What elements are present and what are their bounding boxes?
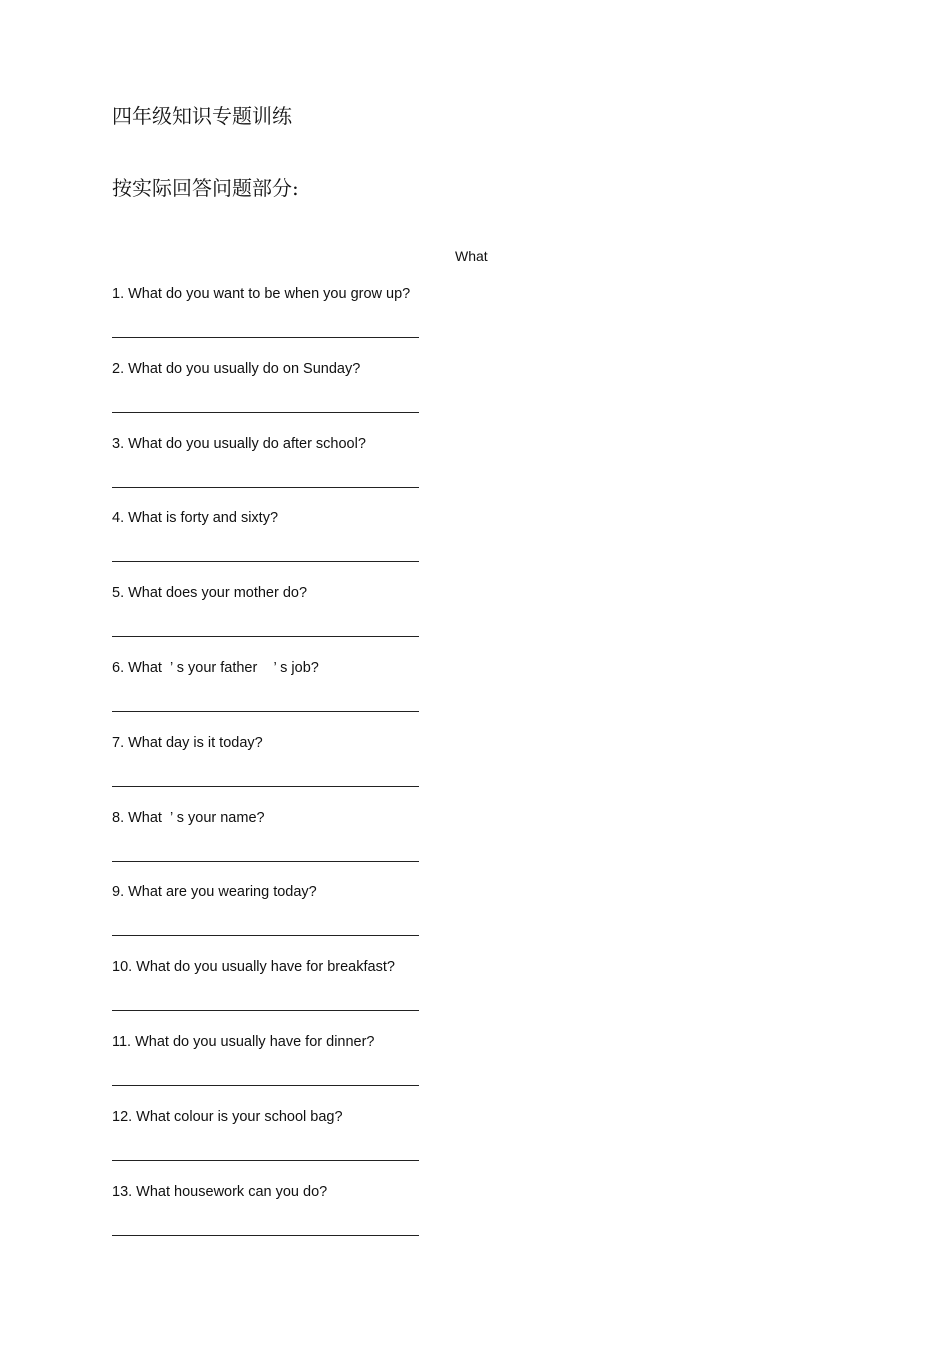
answer-line[interactable] — [112, 1160, 419, 1161]
answer-line[interactable] — [112, 561, 419, 562]
answer-line[interactable] — [112, 1235, 419, 1236]
answer-line[interactable] — [112, 786, 419, 787]
question-text: 8. What ’ s your name? — [112, 809, 265, 826]
answer-line[interactable] — [112, 337, 419, 338]
answer-line[interactable] — [112, 1085, 419, 1086]
answer-line[interactable] — [112, 412, 419, 413]
question-text: 12. What colour is your school bag? — [112, 1108, 343, 1125]
page-title: 四年级知识专题训练 — [112, 104, 292, 128]
question-text: 2. What do you usually do on Sunday? — [112, 360, 361, 377]
answer-line[interactable] — [112, 711, 419, 712]
question-text: 6. What ’ s your father ’ s job? — [112, 659, 319, 676]
question-text: 13. What housework can you do? — [112, 1183, 328, 1200]
answer-line[interactable] — [112, 636, 419, 637]
question-text: 5. What does your mother do? — [112, 585, 308, 602]
question-text: 3. What do you usually do after school? — [112, 435, 366, 452]
answer-line[interactable] — [112, 1010, 419, 1011]
category-label: What — [455, 248, 488, 264]
question-text: 1. What do you want to be when you grow up? — [112, 286, 411, 302]
question-text: 4. What is forty and sixty? — [112, 510, 279, 527]
question-text: 9. What are you wearing today? — [112, 884, 317, 901]
question-text: 10. What do you usually have for breakfast? — [112, 959, 395, 976]
section-title: 按实际回答问题部分: — [112, 176, 299, 200]
answer-line[interactable] — [112, 861, 419, 862]
question-text: 11. What do you usually have for dinner? — [112, 1033, 375, 1050]
question-text: 7. What day is it today? — [112, 734, 263, 751]
answer-line[interactable] — [112, 935, 419, 936]
answer-line[interactable] — [112, 487, 419, 488]
